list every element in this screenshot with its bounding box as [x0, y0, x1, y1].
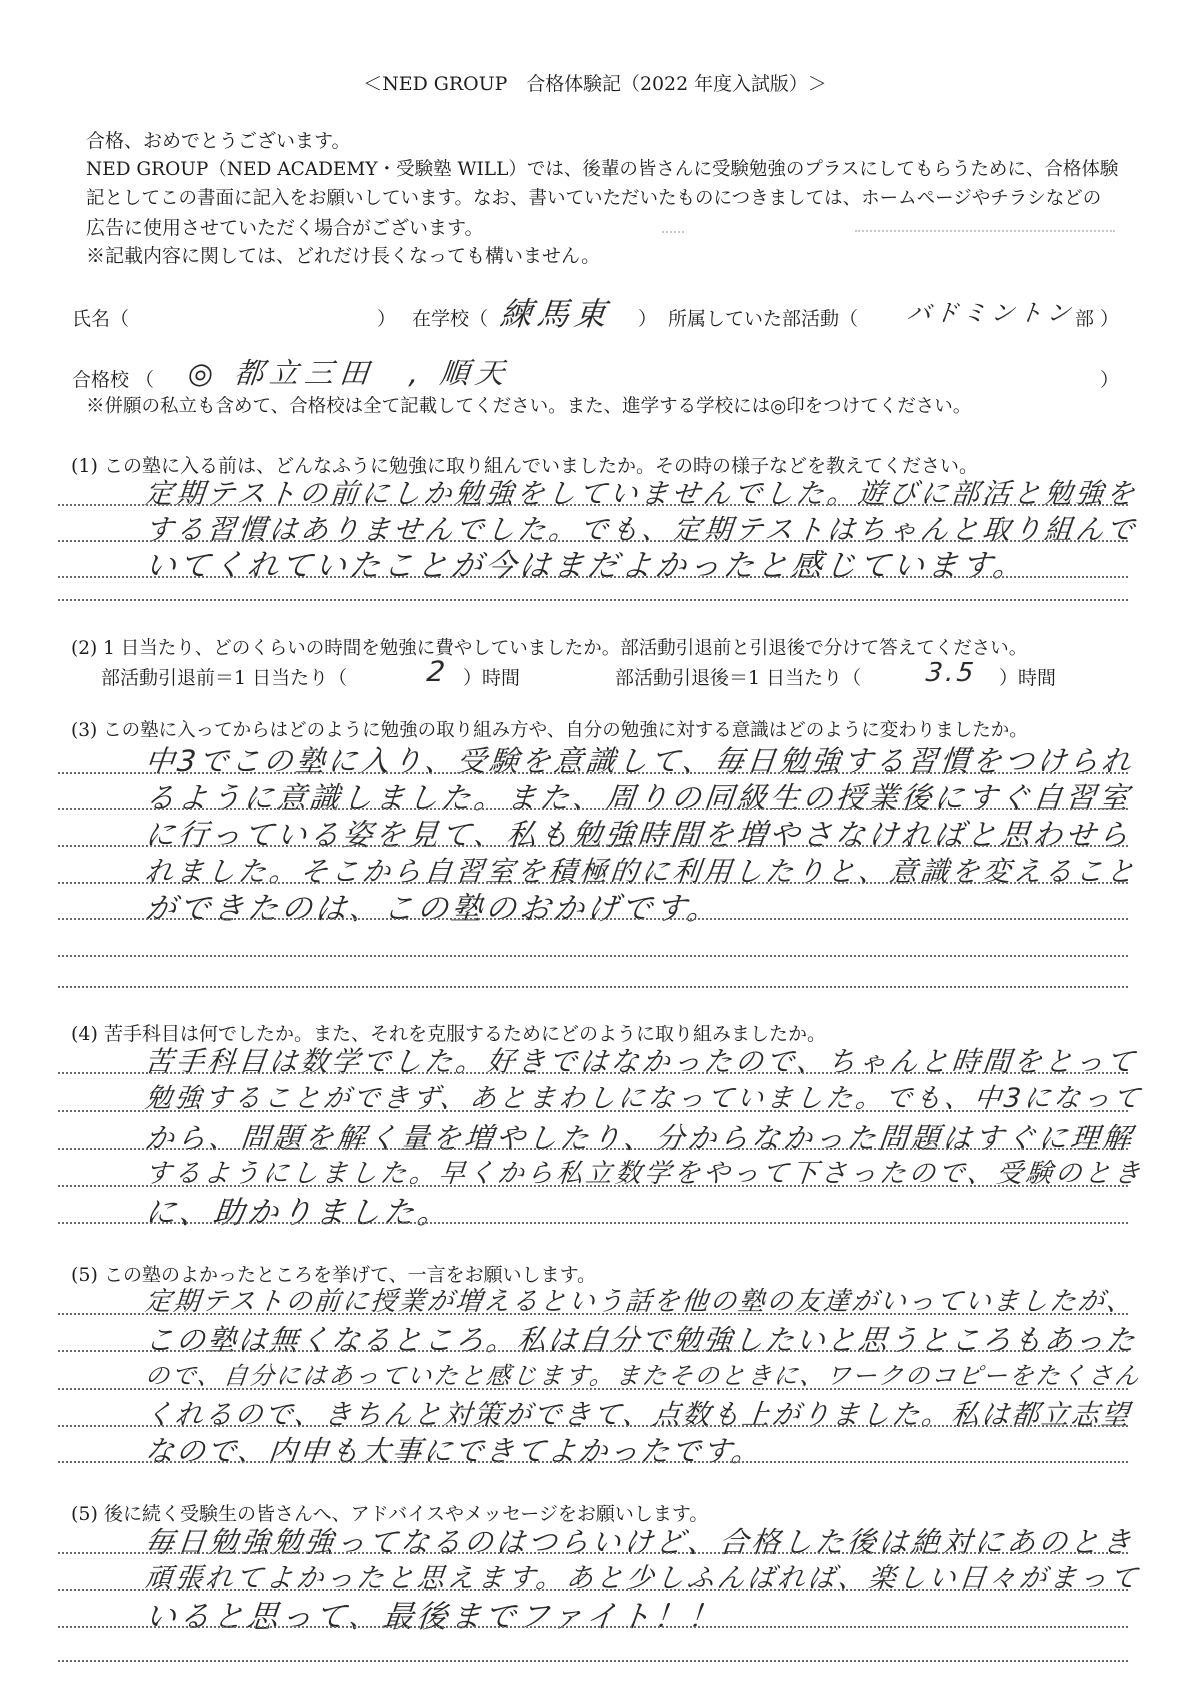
school-close: ）: [638, 308, 658, 330]
ruled-line: [58, 808, 1128, 810]
ruled-line: [58, 540, 1128, 542]
ruled-line: [58, 882, 1128, 884]
ruled-line: [58, 1148, 1128, 1150]
answer-5-line: 定期テストの前に授業が増えるという話を他の塾の友達がいっていましたが、: [143, 1287, 1136, 1317]
ruled-line: [58, 1185, 1128, 1187]
answer-3-line: ができたのは、この塾のおかげです。: [143, 891, 723, 927]
ruled-line: [58, 955, 1128, 957]
ruled-line: [58, 1589, 1128, 1591]
ruled-line: [58, 1461, 1128, 1463]
scan-speck: [855, 230, 1115, 233]
club-suffix: 部 ）: [1075, 308, 1120, 330]
ruled-line: [58, 918, 1128, 920]
ruled-line: [58, 1626, 1128, 1628]
answer-5-line: この塾は無くなるところ。私は自分で勉強したいと思うところもあった: [143, 1323, 1139, 1357]
scan-speck: [662, 231, 684, 234]
after-retire-label: 部活動引退後＝1 日当たり（: [615, 667, 862, 689]
answer-4-line: から、問題を解く量を増やしたり、分からなかった問題はすぐに理解: [143, 1121, 1136, 1155]
answer-4-line: 苦手科目は数学でした。好きではなかったので、ちゃんと時間をとって: [143, 1045, 1140, 1078]
after-retire-hours: 3.5: [924, 658, 978, 688]
ruled-line: [58, 1552, 1128, 1554]
school-label: 在学校（: [412, 308, 489, 330]
answer-6-line: 頑張れてよかったと思えます。あと少しふんばれば、楽しい日々がまって: [143, 1563, 1142, 1594]
before-retire-unit: ）時間: [463, 667, 521, 689]
after-retire-unit: ）時間: [999, 667, 1057, 689]
question-6: (5) 後に続く受験生の皆さんへ、アドバイスやメッセージをお願いします。: [71, 1503, 709, 1525]
answer-1-line: 定期テストの前にしか勉強をしていませんでした。遊びに部活と勉強を: [143, 477, 1140, 510]
name-label: 氏名（: [72, 308, 130, 330]
ruled-line: [58, 599, 1128, 601]
answer-5-line: ので、自分にはあっていたと感じます。またそのときに、ワークのコピーをたくさん: [143, 1361, 1143, 1390]
ruled-line: [58, 1072, 1128, 1074]
passed-note: ※併願の私立も含めて、合格校は全て記載してください。また、進学する学校には◎印をつけてください。: [86, 396, 972, 417]
intro-note: ※記載内容に関しては、どれだけ長くなっても構いません。: [86, 245, 601, 267]
answer-4-line: に、助かりました。: [143, 1195, 453, 1231]
answer-4-line: 勉強することができず、あとまわしになっていました。でも、中3になって: [143, 1083, 1145, 1114]
club-label: 所属していた部活動（: [668, 308, 859, 330]
passed-label: 合格校 （: [72, 369, 155, 391]
page-title: ＜NED GROUP 合格体験記（2022 年度入試版）＞: [363, 73, 827, 95]
answer-3-line: れました。そこから自習室を積極的に利用したりと、意識を変えること: [143, 855, 1140, 888]
intro-line-1: 合格、おめでとうございます。: [86, 130, 351, 152]
club-value: バドミントン: [905, 299, 1077, 327]
answer-5-line: なので、内申も大事にできてよかったです。: [143, 1434, 764, 1468]
ruled-line: [58, 576, 1128, 578]
school-value: 練馬東: [498, 295, 614, 333]
ruled-line: [58, 1660, 1128, 1662]
intro-line-2: NED GROUP（NED ACADEMY・受験塾 WILL）では、後輩の皆さんに受験勉強のプラスにしてもらうために、合格体験: [86, 159, 1119, 180]
name-close: ）: [377, 308, 397, 330]
answer-1-line: する習慣はありませんでした。でも、定期テストはちゃんと取り組んで: [143, 513, 1140, 546]
ruled-line: [58, 1110, 1128, 1112]
answer-3-line: に行っている姿を見て、私も勉強時間を増やさなければと思わせら: [143, 818, 1134, 853]
ruled-line: [58, 845, 1128, 847]
passed-close: ）: [1100, 369, 1120, 391]
answer-1-line: いてくれていたことが今はまだよかったと感じています。: [143, 548, 1029, 584]
ruled-line: [58, 1425, 1128, 1427]
passed-value: ◎ 都立三田 , 順天: [186, 356, 512, 390]
ruled-line: [58, 1313, 1128, 1315]
question-5: (5) この塾のよかったところを挙げて、一言をお願いします。: [71, 1264, 597, 1286]
before-retire-label: 部活動引退前＝1 日当たり（: [101, 667, 348, 689]
ruled-line: [58, 1222, 1128, 1224]
question-1: (1) この塾に入る前は、どんなふうに勉強に取り組んでいましたか。その時の様子などを教えてください。: [71, 455, 978, 477]
answer-5-line: くれるので、きちんと対策ができて、点数も上がりました。私は都立志望: [143, 1398, 1133, 1431]
ruled-line: [58, 1388, 1128, 1390]
ruled-line: [58, 504, 1128, 506]
question-2: (2) 1 日当たり、どのくらいの時間を勉強に費やしていましたか。部活動引退前と引退後で分けて答えてください。: [71, 638, 1028, 659]
before-retire-hours: 2: [425, 655, 450, 688]
answer-3-line: るように意識しました。また、周りの同級生の授業後にすぐ自習室: [143, 781, 1134, 816]
answer-6-line: 毎日勉強勉強ってなるのはつらいけど、合格した後は絶対にあのとき: [143, 1525, 1136, 1559]
ruled-line: [58, 772, 1128, 774]
intro-line-3: 記としてこの書面に記入をお願いしています。なお、書いていただいたものにつきましては、ホームページやチラシなどの: [86, 188, 1102, 209]
answer-6-line: いると思って、最後までファイト！！: [143, 1599, 724, 1635]
ruled-line: [58, 986, 1128, 988]
question-4: (4) 苦手科目は何でしたか。また、それを克服するためにどのように取り組みましたか。: [71, 1023, 826, 1045]
question-3: (3) この塾に入ってからはどのように勉強の取り組み方や、自分の勉強に対する意識はどのように変わりましたか。: [71, 720, 1028, 741]
answer-4-line: するようにしました。早くから私立数学をやって下さったので、受験のとき: [143, 1159, 1145, 1189]
intro-line-4: 広告に使用させていただく場合がございます。: [86, 217, 484, 239]
ruled-line: [58, 1350, 1128, 1352]
answer-3-line: 中3でこの塾に入り、受験を意識して、毎日勉強する習慣をつけられ: [143, 744, 1136, 778]
